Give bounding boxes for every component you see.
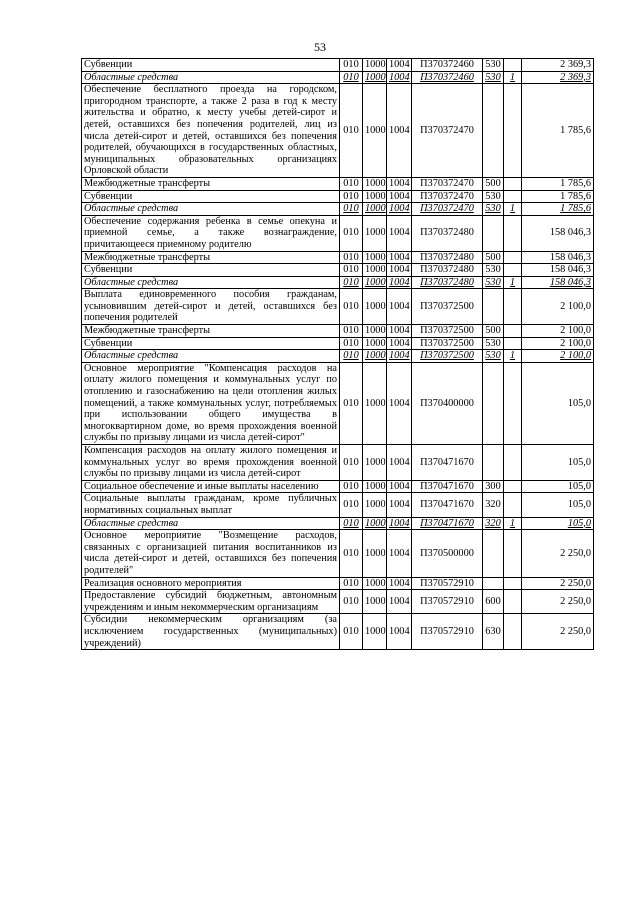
table-row xyxy=(82,84,594,178)
table-row xyxy=(82,289,594,325)
expense-type-code: 300 xyxy=(483,480,504,493)
row-name: Субвенции xyxy=(82,264,340,277)
table-row xyxy=(82,251,594,264)
funding-source-code xyxy=(504,215,522,251)
section-code: 1000 xyxy=(363,480,387,493)
target-article-code: П370372460 xyxy=(412,71,483,84)
funding-source-code xyxy=(504,530,522,577)
expense-type-code xyxy=(483,289,504,325)
row-amount: 158 046,3 xyxy=(522,264,594,277)
section-code: 1000 xyxy=(363,215,387,251)
ministry-code: 010 xyxy=(340,59,363,72)
target-article-code: П370372500 xyxy=(412,350,483,363)
expense-type-code: 530 xyxy=(483,190,504,203)
target-article-code: П370372470 xyxy=(412,177,483,190)
budget-table xyxy=(81,58,594,650)
row-name: Межбюджетные трансферты xyxy=(82,325,340,338)
ministry-code: 010 xyxy=(340,493,363,517)
funding-source-code: 1 xyxy=(504,276,522,289)
section-code: 1000 xyxy=(363,59,387,72)
subsection-code: 1004 xyxy=(387,445,412,481)
section-code: 1000 xyxy=(363,350,387,363)
ministry-code: 010 xyxy=(340,590,363,614)
regional-funds-row xyxy=(82,517,594,530)
table-row xyxy=(82,614,594,650)
subsection-code: 1004 xyxy=(387,614,412,650)
expense-type-code: 500 xyxy=(483,325,504,338)
funding-source-code: 1 xyxy=(504,517,522,530)
funding-source-code xyxy=(504,362,522,444)
row-amount: 2 100,0 xyxy=(522,325,594,338)
subsection-code: 1004 xyxy=(387,203,412,216)
section-code: 1000 xyxy=(363,264,387,277)
ministry-code: 010 xyxy=(340,577,363,590)
funding-source-code xyxy=(504,251,522,264)
table-row xyxy=(82,577,594,590)
table-row xyxy=(82,177,594,190)
subsection-code: 1004 xyxy=(387,251,412,264)
ministry-code: 010 xyxy=(340,177,363,190)
row-amount: 2 250,0 xyxy=(522,577,594,590)
expense-type-code: 530 xyxy=(483,59,504,72)
section-code: 1000 xyxy=(363,530,387,577)
funding-source-code xyxy=(504,289,522,325)
row-amount: 2 250,0 xyxy=(522,590,594,614)
subsection-code: 1004 xyxy=(387,289,412,325)
row-amount: 105,0 xyxy=(522,480,594,493)
ministry-code: 010 xyxy=(340,276,363,289)
row-name: Предоставление субсидий бюджетным, автономным учреждениям и иным некоммерческим организациям xyxy=(82,590,340,614)
ministry-code: 010 xyxy=(340,264,363,277)
funding-source-code xyxy=(504,480,522,493)
expense-type-code: 500 xyxy=(483,177,504,190)
expense-type-code: 530 xyxy=(483,203,504,216)
expense-type-code: 500 xyxy=(483,251,504,264)
subsection-code: 1004 xyxy=(387,362,412,444)
ministry-code: 010 xyxy=(340,289,363,325)
target-article-code: П370471670 xyxy=(412,493,483,517)
ministry-code: 010 xyxy=(340,337,363,350)
expense-type-code: 530 xyxy=(483,71,504,84)
ministry-code: 010 xyxy=(340,350,363,363)
section-code: 1000 xyxy=(363,362,387,444)
subsection-code: 1004 xyxy=(387,325,412,338)
target-article-code: П370471670 xyxy=(412,517,483,530)
funding-source-code xyxy=(504,190,522,203)
expense-type-code xyxy=(483,445,504,481)
subsection-code: 1004 xyxy=(387,480,412,493)
section-code: 1000 xyxy=(363,614,387,650)
section-code: 1000 xyxy=(363,177,387,190)
table-row xyxy=(82,480,594,493)
expense-type-code: 530 xyxy=(483,276,504,289)
target-article-code: П370372500 xyxy=(412,337,483,350)
section-code: 1000 xyxy=(363,337,387,350)
funding-source-code xyxy=(504,177,522,190)
subsection-code: 1004 xyxy=(387,177,412,190)
funding-source-code xyxy=(504,84,522,178)
ministry-code: 010 xyxy=(340,517,363,530)
table-row xyxy=(82,264,594,277)
subsection-code: 1004 xyxy=(387,493,412,517)
expense-type-code xyxy=(483,530,504,577)
section-code: 1000 xyxy=(363,71,387,84)
target-article-code: П370572910 xyxy=(412,590,483,614)
row-amount: 105,0 xyxy=(522,517,594,530)
ministry-code: 010 xyxy=(340,203,363,216)
section-code: 1000 xyxy=(363,445,387,481)
row-name: Межбюджетные трансферты xyxy=(82,251,340,264)
section-code: 1000 xyxy=(363,203,387,216)
funding-source-code xyxy=(504,614,522,650)
expense-type-code xyxy=(483,577,504,590)
subsection-code: 1004 xyxy=(387,84,412,178)
ministry-code: 010 xyxy=(340,480,363,493)
subsection-code: 1004 xyxy=(387,59,412,72)
target-article-code: П370471670 xyxy=(412,480,483,493)
row-name: Областные средства xyxy=(82,350,340,363)
subsection-code: 1004 xyxy=(387,590,412,614)
row-name: Основное мероприятие "Компенсация расходов на оплату жилого помещения и коммунальных услуг по отоплению и газоснабжению на цели отопления жилых помещений, а также коммунальных услуг, потребляемых при использовании общего имущества в многоквартирном доме, во время прохождения военной службы по призыву лицами из числа детей-сирот" xyxy=(82,362,340,444)
expense-type-code: 530 xyxy=(483,350,504,363)
subsection-code: 1004 xyxy=(387,517,412,530)
table-row xyxy=(82,59,594,72)
row-name: Областные средства xyxy=(82,517,340,530)
expense-type-code: 530 xyxy=(483,264,504,277)
row-amount: 158 046,3 xyxy=(522,276,594,289)
target-article-code: П370372480 xyxy=(412,264,483,277)
ministry-code: 010 xyxy=(340,84,363,178)
regional-funds-row xyxy=(82,71,594,84)
row-amount: 105,0 xyxy=(522,445,594,481)
section-code: 1000 xyxy=(363,493,387,517)
row-amount: 1 785,6 xyxy=(522,190,594,203)
table-row xyxy=(82,337,594,350)
row-amount: 2 100,0 xyxy=(522,337,594,350)
row-name: Субвенции xyxy=(82,337,340,350)
section-code: 1000 xyxy=(363,590,387,614)
subsection-code: 1004 xyxy=(387,337,412,350)
section-code: 1000 xyxy=(363,276,387,289)
target-article-code: П370372470 xyxy=(412,84,483,178)
subsection-code: 1004 xyxy=(387,350,412,363)
row-name: Основное мероприятие "Возмещение расходов, связанных с организацией питания воспитанников из числа детей-сирот и детей, оставшихся без попечения родителей" xyxy=(82,530,340,577)
table-row xyxy=(82,530,594,577)
expense-type-code: 630 xyxy=(483,614,504,650)
row-amount: 158 046,3 xyxy=(522,251,594,264)
section-code: 1000 xyxy=(363,84,387,178)
ministry-code: 010 xyxy=(340,325,363,338)
subsection-code: 1004 xyxy=(387,190,412,203)
section-code: 1000 xyxy=(363,577,387,590)
row-name: Обеспечение бесплатного проезда на городском, пригородном транспорте, а также 2 раза в год к месту жительства и обратно, к месту учебы детей-сирот и детей, оставшихся без попечения родителей, лиц из числа детей-сирот и детей, оставшихся без попечения родителей, обучающихся в государственных областных, муниципальных образовательных организациях Орловской области xyxy=(82,84,340,178)
expense-type-code: 320 xyxy=(483,517,504,530)
funding-source-code xyxy=(504,325,522,338)
funding-source-code xyxy=(504,337,522,350)
expense-type-code xyxy=(483,84,504,178)
row-amount: 1 785,6 xyxy=(522,177,594,190)
row-amount: 2 250,0 xyxy=(522,530,594,577)
expense-type-code xyxy=(483,215,504,251)
row-name: Реализация основного мероприятия xyxy=(82,577,340,590)
row-name: Компенсация расходов на оплату жилого помещения и коммунальных услуг во время прохождения военной службы по призыву лицами из числа детей-сирот xyxy=(82,445,340,481)
ministry-code: 010 xyxy=(340,530,363,577)
section-code: 1000 xyxy=(363,289,387,325)
regional-funds-row xyxy=(82,203,594,216)
ministry-code: 010 xyxy=(340,362,363,444)
row-amount: 158 046,3 xyxy=(522,215,594,251)
row-amount: 2 250,0 xyxy=(522,614,594,650)
ministry-code: 010 xyxy=(340,445,363,481)
row-amount: 105,0 xyxy=(522,493,594,517)
subsection-code: 1004 xyxy=(387,276,412,289)
row-name: Субвенции xyxy=(82,59,340,72)
row-name: Областные средства xyxy=(82,276,340,289)
target-article-code: П370372480 xyxy=(412,276,483,289)
row-amount: 105,0 xyxy=(522,362,594,444)
ministry-code: 010 xyxy=(340,251,363,264)
regional-funds-row xyxy=(82,276,594,289)
row-amount: 2 100,0 xyxy=(522,350,594,363)
funding-source-code xyxy=(504,59,522,72)
ministry-code: 010 xyxy=(340,614,363,650)
target-article-code: П370372480 xyxy=(412,251,483,264)
target-article-code: П370500000 xyxy=(412,530,483,577)
target-article-code: П370372480 xyxy=(412,215,483,251)
target-article-code: П370372470 xyxy=(412,203,483,216)
funding-source-code xyxy=(504,577,522,590)
section-code: 1000 xyxy=(363,517,387,530)
row-name: Социальные выплаты гражданам, кроме публичных нормативных социальных выплат xyxy=(82,493,340,517)
funding-source-code xyxy=(504,264,522,277)
table-row xyxy=(82,325,594,338)
table-row xyxy=(82,590,594,614)
row-amount: 2 369,3 xyxy=(522,59,594,72)
subsection-code: 1004 xyxy=(387,530,412,577)
ministry-code: 010 xyxy=(340,190,363,203)
funding-source-code xyxy=(504,493,522,517)
row-name: Межбюджетные трансферты xyxy=(82,177,340,190)
row-name: Областные средства xyxy=(82,71,340,84)
row-name: Субвенции xyxy=(82,190,340,203)
table-row xyxy=(82,362,594,444)
regional-funds-row xyxy=(82,350,594,363)
funding-source-code: 1 xyxy=(504,203,522,216)
row-name: Обеспечение содержания ребенка в семье опекуна и приемной семье, а также вознаграждение, причитающееся приемному родителю xyxy=(82,215,340,251)
funding-source-code xyxy=(504,590,522,614)
table-row xyxy=(82,190,594,203)
target-article-code: П370372460 xyxy=(412,59,483,72)
target-article-code: П370372500 xyxy=(412,325,483,338)
expense-type-code xyxy=(483,362,504,444)
expense-type-code: 600 xyxy=(483,590,504,614)
subsection-code: 1004 xyxy=(387,215,412,251)
table-row xyxy=(82,215,594,251)
row-name: Областные средства xyxy=(82,203,340,216)
row-name: Социальное обеспечение и иные выплаты населению xyxy=(82,480,340,493)
target-article-code: П370372500 xyxy=(412,289,483,325)
section-code: 1000 xyxy=(363,325,387,338)
subsection-code: 1004 xyxy=(387,264,412,277)
row-name: Субсидии некоммерческим организациям (за исключением государственных (муниципальных) учреждений) xyxy=(82,614,340,650)
table-row xyxy=(82,445,594,481)
target-article-code: П370400000 xyxy=(412,362,483,444)
section-code: 1000 xyxy=(363,251,387,264)
table-row xyxy=(82,493,594,517)
row-name: Выплата единовременного пособия гражданам, усыновившим детей-сирот и детей, оставшихся без попечения родителей xyxy=(82,289,340,325)
page-number: 53 xyxy=(314,40,326,54)
target-article-code: П370372470 xyxy=(412,190,483,203)
funding-source-code: 1 xyxy=(504,350,522,363)
row-amount: 2 100,0 xyxy=(522,289,594,325)
subsection-code: 1004 xyxy=(387,577,412,590)
row-amount: 2 369,3 xyxy=(522,71,594,84)
subsection-code: 1004 xyxy=(387,71,412,84)
target-article-code: П370471670 xyxy=(412,445,483,481)
target-article-code: П370572910 xyxy=(412,577,483,590)
ministry-code: 010 xyxy=(340,215,363,251)
expense-type-code: 530 xyxy=(483,337,504,350)
row-amount: 1 785,6 xyxy=(522,84,594,178)
expense-type-code: 320 xyxy=(483,493,504,517)
funding-source-code: 1 xyxy=(504,71,522,84)
section-code: 1000 xyxy=(363,190,387,203)
ministry-code: 010 xyxy=(340,71,363,84)
funding-source-code xyxy=(504,445,522,481)
row-amount: 1 785,6 xyxy=(522,203,594,216)
target-article-code: П370572910 xyxy=(412,614,483,650)
